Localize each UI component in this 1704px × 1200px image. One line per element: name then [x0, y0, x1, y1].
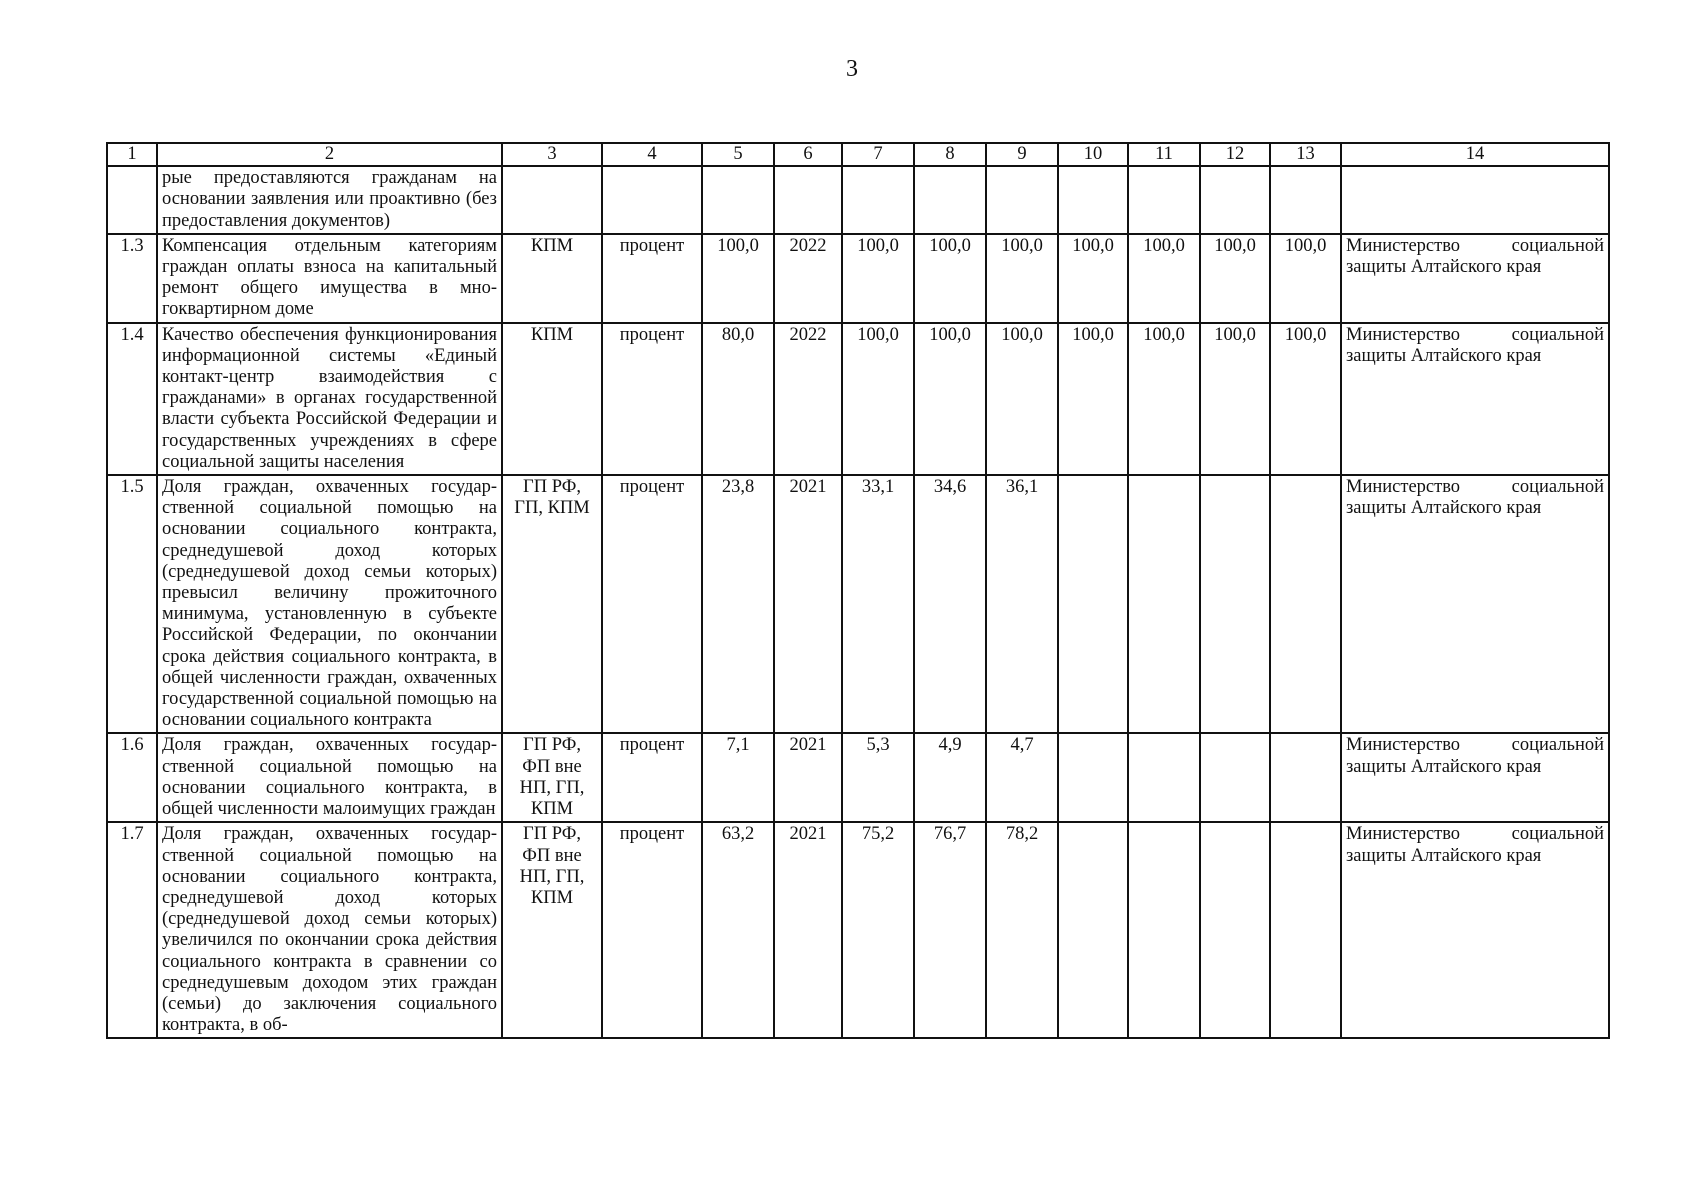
cell-value — [1200, 822, 1270, 1038]
cell-doc-type: ГП РФ, ФП вне НП, ГП, КПМ — [502, 822, 602, 1038]
header-cell: 1 — [107, 143, 157, 166]
header-cell: 13 — [1270, 143, 1341, 166]
header-cell: 6 — [774, 143, 842, 166]
header-cell: 2 — [157, 143, 502, 166]
cell-value: 100,0 — [1270, 234, 1341, 323]
header-cell: 11 — [1128, 143, 1200, 166]
cell-base-value: 7,1 — [702, 733, 774, 822]
cell-empty — [1270, 166, 1341, 234]
table-row — [107, 475, 1609, 733]
cell-value: 100,0 — [1058, 323, 1128, 475]
cell-num: 1.4 — [107, 323, 157, 475]
cell-doc-type: КПМ — [502, 323, 602, 475]
cell-description: Компенсация отдельным категориям граждан оплаты взноса на капитальный ремонт общего имущества в многоквартирном доме — [157, 234, 502, 323]
cell-num: 1.6 — [107, 733, 157, 822]
cell-value — [1058, 733, 1128, 822]
cell-num: 1.3 — [107, 234, 157, 323]
cell-empty — [1128, 166, 1200, 234]
header-row — [107, 143, 1609, 166]
cell-responsible: Министерство социальной защиты Алтайского края — [1341, 234, 1609, 323]
table-row — [107, 234, 1609, 323]
cell-value: 100,0 — [914, 234, 986, 323]
cell-responsible: Министерство социальной защиты Алтайского края — [1341, 822, 1609, 1038]
cell-empty — [1341, 166, 1609, 234]
cell-responsible: Министерство социальной защиты Алтайского края — [1341, 733, 1609, 822]
cell-empty — [702, 166, 774, 234]
cell-base-year: 2022 — [774, 323, 842, 475]
cell-empty — [842, 166, 914, 234]
cell-value: 4,9 — [914, 733, 986, 822]
header-cell: 3 — [502, 143, 602, 166]
cell-empty — [774, 166, 842, 234]
cell-unit: процент — [602, 475, 702, 733]
cell-value: 100,0 — [1128, 234, 1200, 323]
cell-value: 100,0 — [1200, 234, 1270, 323]
cell-value — [1058, 475, 1128, 733]
cell-description: Доля граждан, охваченных государственной социальной помощью на основании социального контракта, среднедушевой доход которых (среднедушевой доход семьи которых) превысил величину прожиточного минимума, установленную в субъекте Российской Федерации, по окончании срока действия социального контракта, в общей численности граждан, охваченных государственной социальной помощью на основании социального контракта — [157, 475, 502, 733]
cell-value — [1128, 733, 1200, 822]
cell-empty — [914, 166, 986, 234]
cell-base-year: 2021 — [774, 475, 842, 733]
header-cell: 4 — [602, 143, 702, 166]
cell-doc-type: КПМ — [502, 234, 602, 323]
cell-responsible: Министерство социальной защиты Алтайского края — [1341, 475, 1609, 733]
cell-base-value: 63,2 — [702, 822, 774, 1038]
cell-unit: процент — [602, 822, 702, 1038]
table-row — [107, 822, 1609, 1038]
cell-empty — [986, 166, 1058, 234]
cell-value — [1270, 733, 1341, 822]
cell-num: 1.5 — [107, 475, 157, 733]
cell-empty — [602, 166, 702, 234]
cell-value: 100,0 — [1058, 234, 1128, 323]
cell-value: 100,0 — [1128, 323, 1200, 475]
cell-num: 1.7 — [107, 822, 157, 1038]
cell-value: 100,0 — [986, 234, 1058, 323]
cell-unit: процент — [602, 733, 702, 822]
cell-description: Качество обеспечения функционирования информационной системы «Единый контакт-центр взаимодействия с гражданами» в органах государственной власти субъекта Российской Федерации и государственных учреждениях в сфере социальной защиты населения — [157, 323, 502, 475]
cell-value — [1270, 475, 1341, 733]
cell-base-year: 2021 — [774, 733, 842, 822]
cell-base-year: 2022 — [774, 234, 842, 323]
cell-empty — [1058, 166, 1128, 234]
table-row — [107, 733, 1609, 822]
cell-value: 34,6 — [914, 475, 986, 733]
cell-value: 100,0 — [914, 323, 986, 475]
header-cell: 12 — [1200, 143, 1270, 166]
cell-value: 100,0 — [842, 323, 914, 475]
cell-base-value: 100,0 — [702, 234, 774, 323]
page-number: 3 — [846, 56, 858, 82]
cell-value: 75,2 — [842, 822, 914, 1038]
cell-unit: процент — [602, 234, 702, 323]
cell-base-value: 23,8 — [702, 475, 774, 733]
cell-value — [1128, 822, 1200, 1038]
header-cell: 9 — [986, 143, 1058, 166]
header-cell: 8 — [914, 143, 986, 166]
cell-description: рые предоставляются гражданам на основании заявления или проактивно (без предоставления документов) — [157, 166, 502, 234]
cell-value: 78,2 — [986, 822, 1058, 1038]
cell-value: 100,0 — [1200, 323, 1270, 475]
cell-responsible: Министерство социальной защиты Алтайского края — [1341, 323, 1609, 475]
cell-base-year: 2021 — [774, 822, 842, 1038]
header-cell: 10 — [1058, 143, 1128, 166]
cell-value: 33,1 — [842, 475, 914, 733]
cell-value: 4,7 — [986, 733, 1058, 822]
cell-value — [1128, 475, 1200, 733]
table-row-continuation — [107, 166, 1609, 234]
header-cell: 7 — [842, 143, 914, 166]
cell-value: 76,7 — [914, 822, 986, 1038]
cell-empty — [1200, 166, 1270, 234]
cell-value: 100,0 — [842, 234, 914, 323]
cell-num — [107, 166, 157, 234]
cell-description: Доля граждан, охваченных государственной социальной помощью на основании социального контракта, в общей численности малоимущих граждан — [157, 733, 502, 822]
cell-doc-type: ГП РФ, ФП вне НП, ГП, КПМ — [502, 733, 602, 822]
cell-value: 100,0 — [986, 323, 1058, 475]
cell-value — [1270, 822, 1341, 1038]
cell-empty — [502, 166, 602, 234]
cell-value: 100,0 — [1270, 323, 1341, 475]
header-cell: 14 — [1341, 143, 1609, 166]
cell-base-value: 80,0 — [702, 323, 774, 475]
cell-value — [1200, 733, 1270, 822]
cell-value: 5,3 — [842, 733, 914, 822]
indicators-table — [106, 142, 1610, 1039]
cell-value — [1200, 475, 1270, 733]
cell-value — [1058, 822, 1128, 1038]
cell-unit: процент — [602, 323, 702, 475]
cell-description: Доля граждан, охваченных государственной социальной помощью на основании социального контракта, среднедушевой доход которых (среднедушевой доход семьи которых) увеличился по окончании срока действия социального контракта в сравнении со среднедушевым доходом этих граждан (семьи) до заключения социального контракта, в об- — [157, 822, 502, 1038]
cell-doc-type: ГП РФ, ГП, КПМ — [502, 475, 602, 733]
table-row — [107, 323, 1609, 475]
cell-value: 36,1 — [986, 475, 1058, 733]
header-cell: 5 — [702, 143, 774, 166]
